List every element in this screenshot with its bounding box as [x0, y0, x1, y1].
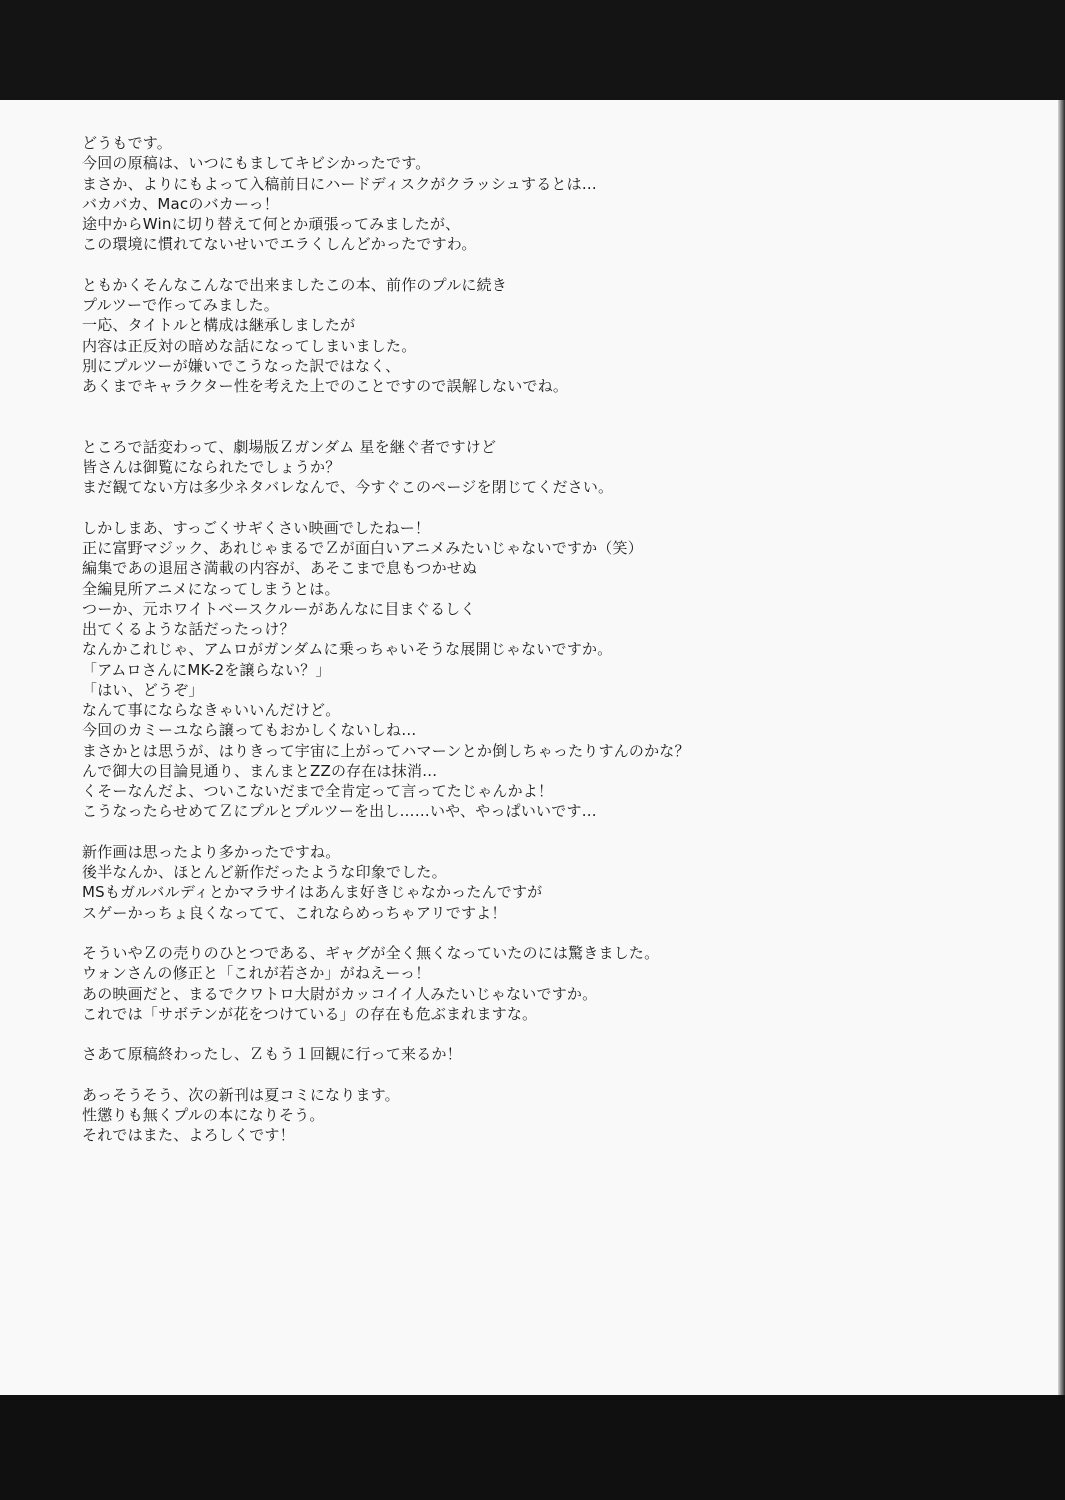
text-line: ともかくそんなこんなで出来ましたこの本、前作のプルに続き: [82, 275, 508, 294]
text-line: バカバカ、Macのバカーっ！: [82, 194, 279, 213]
paragraph-gap: [82, 498, 982, 518]
text-line: 皆さんは御覧になられたでしょうか？: [82, 458, 341, 476]
text-line: あの映画だと、まるでクワトロ大尉がカッコイイ人みたいじゃないですか。: [82, 984, 598, 1003]
text-line: 一応、タイトルと構成は継承しましたが: [82, 316, 356, 335]
paragraph-2: [82, 275, 982, 397]
paragraph-5: [82, 842, 982, 923]
text-line: さあて原稿終わったし、Ｚもう１回観に行って来るか！: [82, 1045, 462, 1064]
text-line: しかしまあ、すっごくサギくさい映画でしたねー！: [82, 518, 431, 537]
paragraph-7: [82, 1044, 982, 1064]
text-line: ウォンさんの修正と「これが若さか」がねえーっ！: [82, 964, 431, 983]
paragraph-8: [82, 1085, 982, 1146]
text-line: 「アムロさんにMK-2を譲らない？」: [82, 660, 331, 679]
text-line: 別にプルツーが嫌いでこうなった訳ではなく、: [82, 356, 401, 375]
text-line: 「はい、どうぞ」: [82, 680, 204, 699]
text-line: 全編見所アニメになってしまうとは。: [82, 579, 340, 598]
paragraph-4: [82, 518, 982, 822]
text-line: どうもです。: [82, 134, 173, 152]
bottom-dark-band: [0, 1395, 1065, 1500]
text-line: 性懲りも無くプルの本になりそう。: [82, 1106, 325, 1124]
text-line: 正に富野マジック、あれじゃまるでＺが面白いアニメみたいじゃないですか（笑）: [82, 539, 643, 557]
text-line: それではまた、よろしくです！: [82, 1126, 295, 1145]
afterword-text: [82, 133, 982, 1146]
text-line: 出てくるような話だったっけ？: [82, 620, 295, 638]
text-line: プルツーで作ってみました。: [82, 296, 280, 314]
text-line: くそーなんだよ、ついこないだまで全肯定って言ってたじゃんかよ！: [82, 782, 554, 800]
text-line: MSもガルバルディとかマラサイはあんま好きじゃなかったんですが: [82, 883, 543, 902]
text-line: まさかとは思うが、はりきって宇宙に上がってハマーンとか倒しちゃったりすんのかな？: [82, 741, 690, 760]
text-line: 新作画は思ったより多かったですね。: [82, 842, 341, 861]
text-line: そういやＺの売りのひとつである、ギャグが全く無くなっていたのには驚きました。: [82, 944, 660, 962]
page-edge-shadow: [1058, 100, 1065, 1395]
paragraph-gap: [82, 396, 982, 437]
text-line: あくまでキャラクター性を考えた上でのことですので誤解しないでね。: [82, 377, 569, 395]
text-line: 今回の原稿は、いつにもましてキビシかったです。: [82, 154, 431, 173]
paragraph-gap: [82, 255, 982, 275]
text-line: 後半なんか、ほとんど新作だったような印象でした。: [82, 863, 447, 881]
paragraph-gap: [82, 1024, 982, 1044]
text-line: 編集であの退屈さ満載の内容が、あそこまで息もつかせぬ: [82, 559, 478, 578]
text-line: なんかこれじゃ、アムロがガンダムに乗っちゃいそうな展開じゃないですか。: [82, 640, 613, 659]
text-line: こうなったらせめてＺにプルとプルツーを出し……いや、やっぱいいです…: [82, 802, 597, 821]
paragraph-gap: [82, 1065, 982, 1085]
text-line: これでは「サボテンが花をつけている」の存在も危ぶまれますな。: [82, 1004, 538, 1023]
text-line: まさか、よりにもよって入稿前日にハードディスクがクラッシュするとは…: [82, 174, 598, 193]
text-line: まだ観てない方は多少ネタバレなんで、今すぐこのページを閉じてください。: [82, 478, 614, 497]
paragraph-gap: [82, 923, 982, 943]
paragraph-6: [82, 943, 982, 1024]
paragraph-1: [82, 133, 982, 255]
text-line: つーか、元ホワイトベースクルーがあんなに目まぐるしく: [82, 599, 476, 618]
text-line: あっそうそう、次の新刊は夏コミになります。: [82, 1085, 400, 1104]
text-line: スゲーかっちょ良くなってて、これならめっちゃアリですよ！: [82, 903, 507, 922]
text-line: んで御大の目論見通り、まんまとZZの存在は抹消…: [82, 761, 438, 780]
text-line: なんて事にならなきゃいいんだけど。: [82, 701, 341, 719]
text-line: この環境に慣れてないせいでエラくしんどかったですわ。: [82, 235, 477, 254]
text-line: 途中からWinに切り替えて何とか頑張ってみましたが、: [82, 215, 461, 233]
text-line: ところで話変わって、劇場版Ｚガンダム 星を継ぐ者ですけど: [82, 437, 497, 456]
text-line: 今回のカミーユなら譲ってもおかしくないしね…: [82, 721, 417, 740]
paragraph-gap: [82, 822, 982, 842]
text-line: 内容は正反対の暗めな話になってしまいました。: [82, 336, 417, 355]
paragraph-3: [82, 437, 982, 498]
